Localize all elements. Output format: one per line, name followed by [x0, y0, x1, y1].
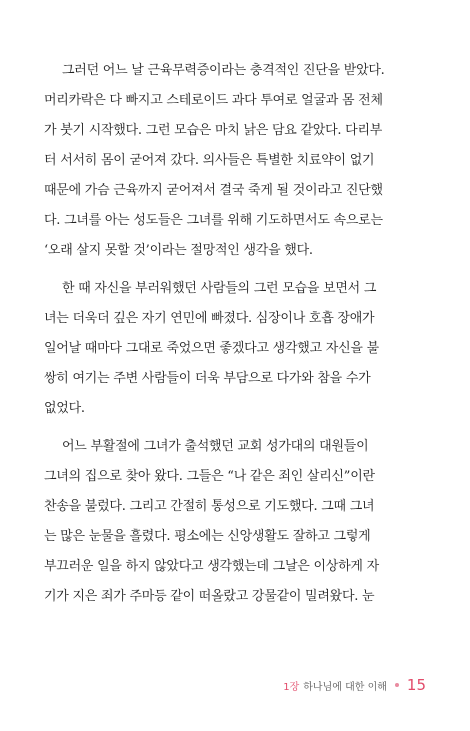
text-line: 녀는 더욱더 깊은 자기 연민에 빠졌다. 심장이나 호흡 장애가	[44, 311, 375, 326]
page-number: 15	[406, 676, 426, 694]
text-line: 없었다.	[44, 401, 85, 416]
text-line: 찬송을 불렀다. 그리고 간절히 통성으로 기도했다. 그때 그녀	[44, 499, 375, 514]
page-body	[44, 56, 412, 620]
text-line: 기가 지은 죄가 주마등 같이 떠올랐고 강물같이 밀려왔다. 눈	[44, 589, 375, 604]
text-line: 한 때 자신을 부러워했던 사람들의 그런 모습을 보면서 그	[62, 281, 377, 296]
chapter-title: 하나님에 대한 이해	[303, 681, 387, 693]
text-line: 가 붓기 시작했다. 그런 모습은 마치 낡은 담요 같았다. 다리부	[44, 123, 383, 138]
chapter-label: 1장	[283, 681, 300, 693]
paragraph-3	[44, 432, 412, 612]
text-line: 그러던 어느 날 근육무력증이라는 충격적인 진단을 받았다.	[62, 63, 385, 78]
text-line: 다. 그녀를 아는 성도들은 그녀를 위해 기도하면서도 속으로는	[44, 213, 383, 228]
text-line: 때문에 가슴 근육까지 굳어져서 결국 죽게 될 것이라고 진단했	[44, 183, 383, 198]
page-footer	[283, 676, 426, 694]
text-line: ‘오래 살지 못할 것’이라는 절망적인 생각을 했다.	[44, 243, 313, 258]
text-line: 머리카락은 다 빠지고 스테로이드 과다 투여로 얼굴과 몸 전체	[44, 93, 383, 108]
text-line: 일어날 때마다 그대로 죽었으면 좋겠다고 생각했고 자신을 불	[44, 341, 379, 356]
text-line: 그녀의 집으로 찾아 왔다. 그들은 “나 같은 죄인 살리신”이란	[44, 469, 375, 484]
text-line: 는 많은 눈물을 흘렸다. 평소에는 신앙생활도 잘하고 그렇게	[44, 529, 371, 544]
text-line: 어느 부활절에 그녀가 출석했던 교회 성가대의 대원들이	[62, 439, 369, 454]
separator-dot-icon	[395, 683, 399, 687]
text-line: 쌍히 여기는 주변 사람들이 더욱 부담으로 다가와 참을 수가	[44, 371, 371, 386]
text-line: 부끄러운 일을 하지 않았다고 생각했는데 그날은 이상하게 자	[44, 559, 379, 574]
text-line: 터 서서히 몸이 굳어져 갔다. 의사들은 특별한 치료약이 없기	[44, 153, 375, 168]
paragraph-1	[44, 56, 412, 266]
paragraph-2	[44, 274, 412, 424]
